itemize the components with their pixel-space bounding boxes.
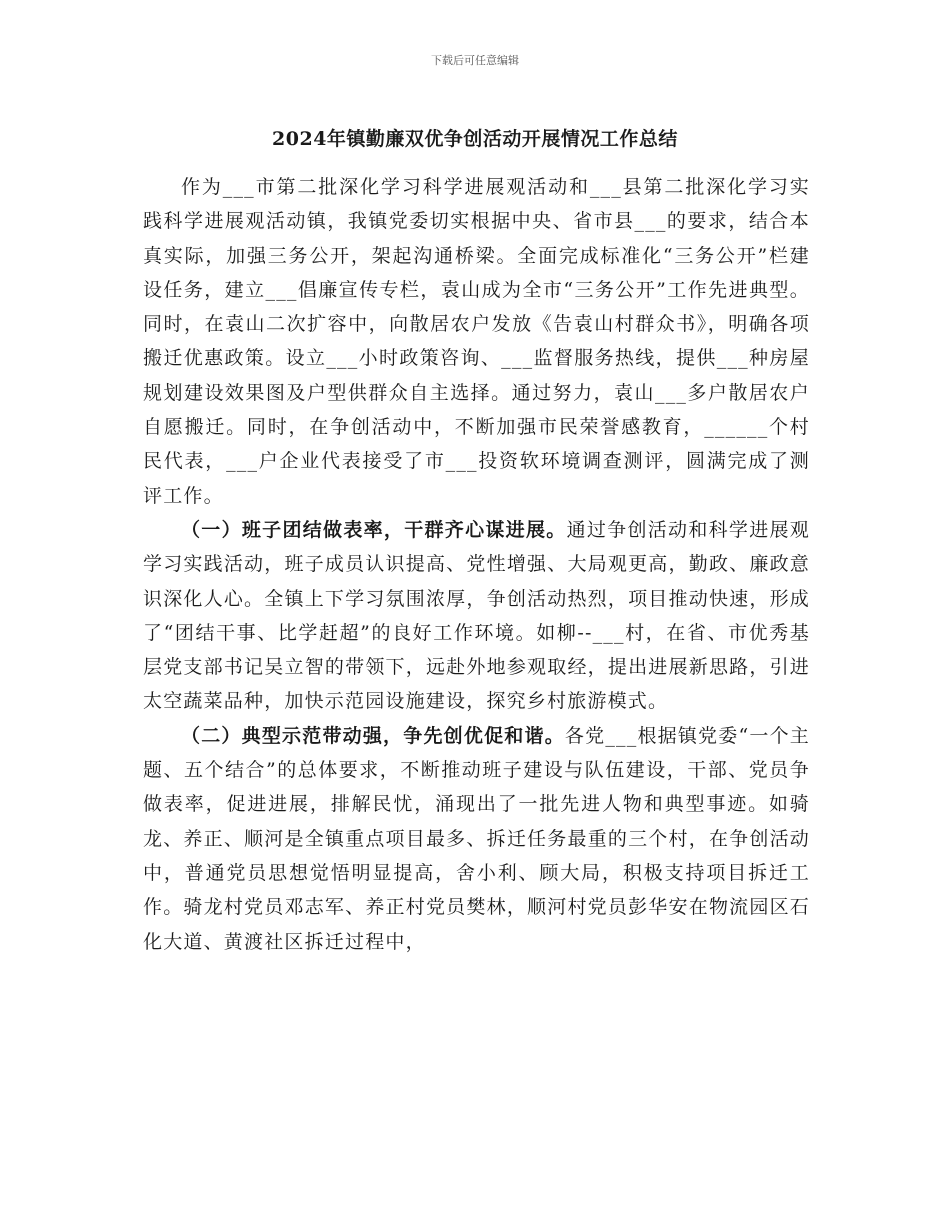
paragraph-lead: （二）典型示范带动强，争先创优促和谐。 — [181, 724, 565, 747]
paragraph-text: 通过争创活动和科学进展观学习实践活动，班子成员认识提高、党性增强、大局观更高，勤政、廉政意识深化人心。全镇上下学习氛围浓厚，争创活动热烈，项目推动快速，形成了“团结干事、比学赶超”的良好工作环境。如柳--___村，在省、市优秀基层党支部书记吴立智的带领下，远赴外地参观取经，提出进展新思路，引进太空蔬菜品种，加快示范园设施建设，探究乡村旅游模式。 — [143, 518, 810, 713]
document-title: 2024年镇勤廉双优争创活动开展情况工作总结 — [272, 128, 678, 150]
paragraph-text: 作为___市第二批深化学习科学进展观活动和___县第二批深化学习实践科学进展观活动镇，我镇党委切实根据中央、省市县___的要求，结合本真实际，加强三务公开，架起沟通桥梁。全面完成标准化“三务公开”栏建设任务，建立___倡廉宣传专栏，袁山成为全市“三务公开”工作先进典型。同时，在袁山二次扩容中，向散居农户发放《告袁山村群众书》，明确各项搬迁优惠政策。设立___小时政策咨询、___监督服务热线，提供___种房屋规划建设效果图及户型供群众自主选择。通过努力，袁山___多户散居农户自愿搬迁。同时，在争创活动中，不断加强市民荣誉感教育，______个村民代表，___户企业代表接受了市___投资软环境调查测评，圆满完成了测评工作。 — [143, 176, 810, 507]
paragraph-intro — [143, 170, 810, 513]
page-header-note: 下载后可任意编辑 — [431, 54, 519, 67]
paragraph-lead: （一）班子团结做表率，干群齐心谋进展。 — [181, 518, 567, 541]
paragraph-section-2 — [143, 719, 810, 959]
paragraph-text: 各党___根据镇党委“一个主题、五个结合”的总体要求，不断推动班子建设与队伍建设，干部、党员争做表率，促进进展，排解民忧，涌现出了一批先进人物和典型事迹。如骑龙、养正、顺河是全镇重点项目最多、拆迁任务最重的三个村，在争创活动中，普通党员思想觉悟明显提高，舍小利、顾大局，积极支持项目拆迁工作。骑龙村党员邓志军、养正村党员樊林，顺河村党员彭华安在物流园区石化大道、黄渡社区拆迁过程中， — [143, 724, 810, 953]
document-body — [143, 170, 810, 959]
paragraph-section-1 — [143, 513, 810, 719]
